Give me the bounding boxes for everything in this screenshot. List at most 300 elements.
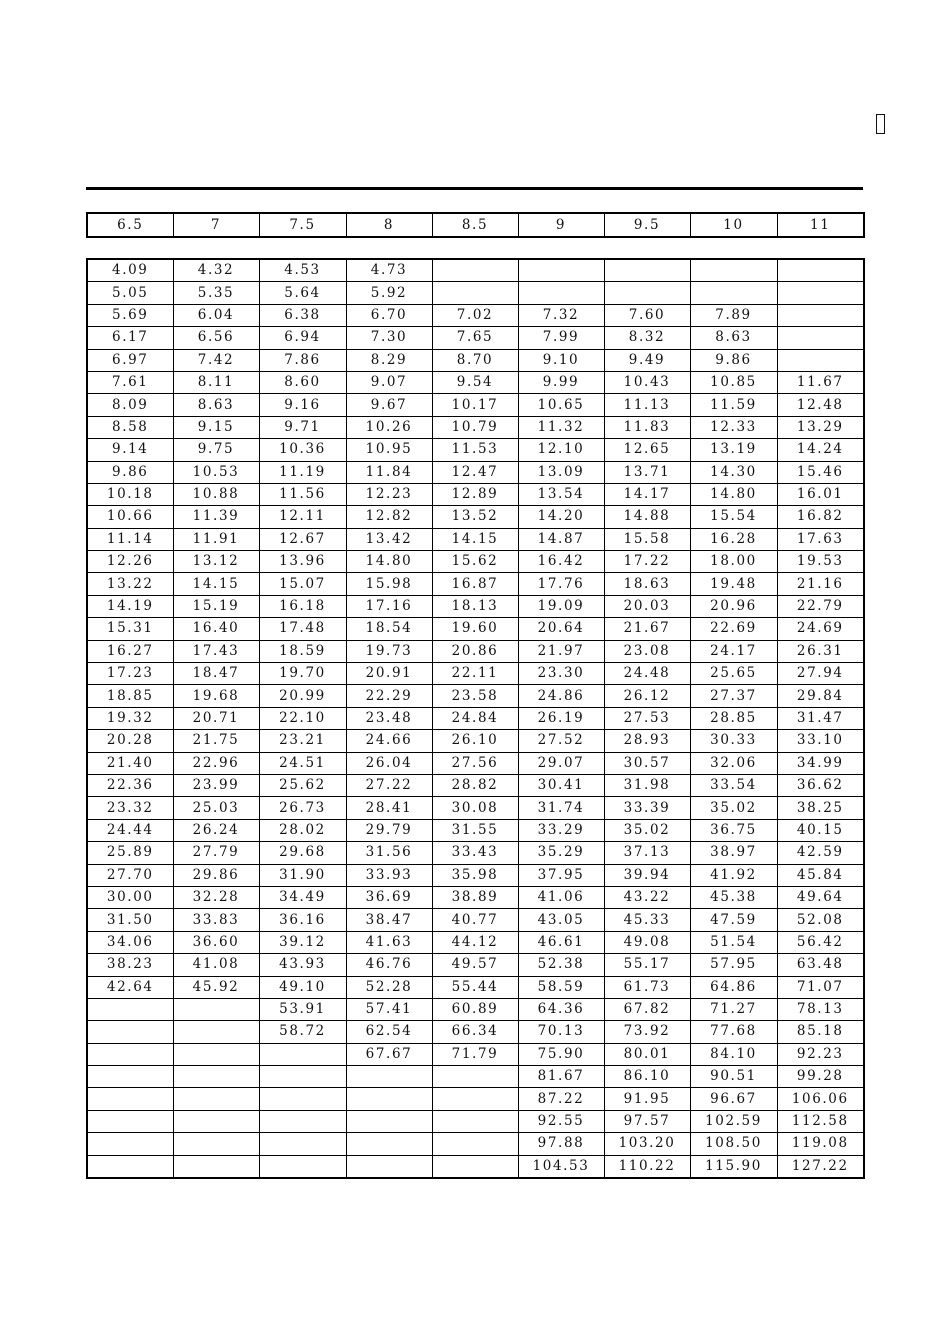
table-cell: 62.54: [346, 1021, 432, 1043]
table-cell: 44.12: [432, 931, 518, 953]
table-cell: 10.85: [690, 371, 777, 393]
table-cell: 6.17: [87, 327, 173, 349]
table-cell: 8.32: [604, 327, 690, 349]
table-cell: 34.49: [259, 886, 346, 908]
table-cell: 27.53: [604, 707, 690, 729]
table-cell: 30.00: [87, 886, 173, 908]
table-cell: 13.09: [518, 461, 604, 483]
table-cell: 20.99: [259, 685, 346, 707]
table-row: [87, 864, 864, 886]
table-cell: 85.18: [777, 1021, 864, 1043]
table-cell: 11.83: [604, 416, 690, 438]
table-cell: 36.60: [173, 931, 259, 953]
table-cell: [87, 1021, 173, 1043]
table-cell: 37.95: [518, 864, 604, 886]
table-cell: 8.60: [259, 371, 346, 393]
table-cell: 27.52: [518, 730, 604, 752]
table-cell: 9.86: [690, 349, 777, 371]
table-row: [87, 640, 864, 662]
table-cell: 40.15: [777, 819, 864, 841]
table-cell: 18.47: [173, 663, 259, 685]
table-cell: [777, 304, 864, 326]
column-header: 6.5: [87, 213, 173, 237]
table-cell: 35.02: [604, 819, 690, 841]
table-cell: 55.17: [604, 954, 690, 976]
table-cell: 13.54: [518, 483, 604, 505]
table-cell: 20.64: [518, 618, 604, 640]
table-cell: 15.46: [777, 461, 864, 483]
table-cell: 36.75: [690, 819, 777, 841]
table-cell: 9.54: [432, 371, 518, 393]
table-cell: 9.49: [604, 349, 690, 371]
table-cell: 8.29: [346, 349, 432, 371]
table-cell: 63.48: [777, 954, 864, 976]
table-cell: 45.33: [604, 909, 690, 931]
table-cell: 9.07: [346, 371, 432, 393]
table-row: [87, 774, 864, 796]
table-cell: [87, 1066, 173, 1088]
table-cell: 87.22: [518, 1088, 604, 1110]
table-cell: 119.08: [777, 1133, 864, 1155]
table-cell: 13.42: [346, 528, 432, 550]
table-cell: 20.03: [604, 595, 690, 617]
table-cell: [432, 1110, 518, 1132]
table-row: [87, 304, 864, 326]
table-cell: 45.92: [173, 976, 259, 998]
table-cell: [173, 1133, 259, 1155]
table-row: [87, 439, 864, 461]
table-cell: 18.63: [604, 573, 690, 595]
table-cell: 19.60: [432, 618, 518, 640]
table-cell: 21.16: [777, 573, 864, 595]
table-cell: 27.22: [346, 774, 432, 796]
table-cell: 6.56: [173, 327, 259, 349]
table-cell: 14.17: [604, 483, 690, 505]
table-cell: 24.84: [432, 707, 518, 729]
table-cell: [87, 1043, 173, 1065]
table-cell: 102.59: [690, 1110, 777, 1132]
table-cell: 110.22: [604, 1155, 690, 1178]
table-cell: 33.93: [346, 864, 432, 886]
table-cell: 28.93: [604, 730, 690, 752]
table-cell: 104.53: [518, 1155, 604, 1178]
table-cell: 25.62: [259, 774, 346, 796]
table-cell: 58.59: [518, 976, 604, 998]
table-cell: 10.66: [87, 506, 173, 528]
table-row: [87, 1043, 864, 1065]
table-cell: 22.11: [432, 663, 518, 685]
table-cell: 86.10: [604, 1066, 690, 1088]
table-cell: 12.48: [777, 394, 864, 416]
table-cell: 24.48: [604, 663, 690, 685]
table-cell: 26.10: [432, 730, 518, 752]
table-cell: 31.98: [604, 774, 690, 796]
table-cell: 64.86: [690, 976, 777, 998]
table-cell: 37.13: [604, 842, 690, 864]
table-cell: 8.63: [690, 327, 777, 349]
table-cell: 55.44: [432, 976, 518, 998]
table-cell: [259, 1155, 346, 1178]
table-cell: 45.84: [777, 864, 864, 886]
column-header: 9: [518, 213, 604, 237]
table-cell: 12.26: [87, 551, 173, 573]
table-cell: [432, 282, 518, 304]
table-cell: [259, 1133, 346, 1155]
table-cell: 30.08: [432, 797, 518, 819]
table-cell: [173, 998, 259, 1020]
table-row: [87, 595, 864, 617]
table-row: [87, 618, 864, 640]
table-cell: 27.70: [87, 864, 173, 886]
table-cell: 28.02: [259, 819, 346, 841]
table-cell: 46.76: [346, 954, 432, 976]
table-cell: 35.98: [432, 864, 518, 886]
table-cell: 22.69: [690, 618, 777, 640]
table-cell: 6.38: [259, 304, 346, 326]
table-cell: 31.50: [87, 909, 173, 931]
table-cell: [346, 1066, 432, 1088]
table-cell: 19.68: [173, 685, 259, 707]
table-cell: 18.54: [346, 618, 432, 640]
table-cell: 26.19: [518, 707, 604, 729]
table-body: [87, 259, 864, 1178]
table-cell: 56.42: [777, 931, 864, 953]
table-cell: 16.18: [259, 595, 346, 617]
table-cell: [518, 282, 604, 304]
table-cell: 14.15: [432, 528, 518, 550]
table-row: [87, 797, 864, 819]
table-cell: 19.53: [777, 551, 864, 573]
table-cell: 31.90: [259, 864, 346, 886]
table-cell: [87, 1155, 173, 1178]
table-cell: 71.79: [432, 1043, 518, 1065]
table-cell: 70.13: [518, 1021, 604, 1043]
table-cell: 11.56: [259, 483, 346, 505]
table-cell: 30.57: [604, 752, 690, 774]
table-cell: [173, 1088, 259, 1110]
table-cell: 31.47: [777, 707, 864, 729]
table-cell: 7.30: [346, 327, 432, 349]
table-row: [87, 819, 864, 841]
table-cell: 10.88: [173, 483, 259, 505]
table-cell: 16.82: [777, 506, 864, 528]
table-cell: 4.53: [259, 259, 346, 282]
table-cell: 20.71: [173, 707, 259, 729]
table-cell: 42.59: [777, 842, 864, 864]
table-cell: 27.37: [690, 685, 777, 707]
table-cell: 8.63: [173, 394, 259, 416]
table-cell: 23.32: [87, 797, 173, 819]
table-cell: 19.09: [518, 595, 604, 617]
table-cell: [173, 1043, 259, 1065]
table-cell: 20.91: [346, 663, 432, 685]
table-cell: 10.18: [87, 483, 173, 505]
table-cell: 29.68: [259, 842, 346, 864]
table-cell: 6.04: [173, 304, 259, 326]
top-rule: [86, 187, 863, 190]
table-cell: 30.33: [690, 730, 777, 752]
table-cell: 90.51: [690, 1066, 777, 1088]
table-cell: 49.64: [777, 886, 864, 908]
table-cell: 14.20: [518, 506, 604, 528]
table-cell: [173, 1110, 259, 1132]
table-cell: 34.99: [777, 752, 864, 774]
table-cell: 25.65: [690, 663, 777, 685]
table-cell: 40.77: [432, 909, 518, 931]
table-cell: 13.12: [173, 551, 259, 573]
table-cell: 57.95: [690, 954, 777, 976]
table-cell: 21.67: [604, 618, 690, 640]
table-row: [87, 371, 864, 393]
table-cell: 53.91: [259, 998, 346, 1020]
table-cell: 21.75: [173, 730, 259, 752]
table-cell: 49.08: [604, 931, 690, 953]
table-cell: [777, 349, 864, 371]
table-cell: 12.23: [346, 483, 432, 505]
table-cell: 27.56: [432, 752, 518, 774]
table-cell: 9.14: [87, 439, 173, 461]
table-row: [87, 259, 864, 282]
table-cell: 26.73: [259, 797, 346, 819]
table-cell: 96.67: [690, 1088, 777, 1110]
table-cell: 8.11: [173, 371, 259, 393]
table-cell: 33.83: [173, 909, 259, 931]
table-cell: 33.43: [432, 842, 518, 864]
table-cell: 23.21: [259, 730, 346, 752]
table-cell: 7.02: [432, 304, 518, 326]
table-cell: 71.07: [777, 976, 864, 998]
table-cell: 41.92: [690, 864, 777, 886]
table-cell: 24.66: [346, 730, 432, 752]
table-cell: 61.73: [604, 976, 690, 998]
table-cell: 17.23: [87, 663, 173, 685]
table-row: [87, 1088, 864, 1110]
table-cell: 103.20: [604, 1133, 690, 1155]
table-cell: [432, 1133, 518, 1155]
table-cell: 29.07: [518, 752, 604, 774]
table-cell: 23.08: [604, 640, 690, 662]
table-row: [87, 886, 864, 908]
table-cell: 32.28: [173, 886, 259, 908]
table-cell: 32.06: [690, 752, 777, 774]
table-cell: 81.67: [518, 1066, 604, 1088]
table-cell: 22.10: [259, 707, 346, 729]
table-cell: 17.48: [259, 618, 346, 640]
table-row: [87, 685, 864, 707]
table-cell: 19.32: [87, 707, 173, 729]
table-cell: 92.55: [518, 1110, 604, 1132]
table-cell: 20.96: [690, 595, 777, 617]
table-cell: 18.59: [259, 640, 346, 662]
table-cell: 11.13: [604, 394, 690, 416]
table-cell: [604, 282, 690, 304]
table-cell: 71.27: [690, 998, 777, 1020]
table-cell: [173, 1021, 259, 1043]
table-cell: 31.56: [346, 842, 432, 864]
table-cell: 7.86: [259, 349, 346, 371]
table-cell: 24.69: [777, 618, 864, 640]
table-cell: 91.95: [604, 1088, 690, 1110]
table-cell: 8.70: [432, 349, 518, 371]
table-cell: [432, 259, 518, 282]
table-cell: 33.54: [690, 774, 777, 796]
table-row: [87, 394, 864, 416]
table-cell: 67.67: [346, 1043, 432, 1065]
table-cell: 10.43: [604, 371, 690, 393]
table-cell: 30.41: [518, 774, 604, 796]
table-row: [87, 707, 864, 729]
table-cell: 38.25: [777, 797, 864, 819]
table-cell: 24.17: [690, 640, 777, 662]
table-cell: 84.10: [690, 1043, 777, 1065]
table-cell: 11.59: [690, 394, 777, 416]
table-cell: 14.80: [346, 551, 432, 573]
table-cell: 11.53: [432, 439, 518, 461]
table-row: [87, 1021, 864, 1043]
table-cell: 9.16: [259, 394, 346, 416]
table-cell: 17.63: [777, 528, 864, 550]
table-cell: 80.01: [604, 1043, 690, 1065]
table-cell: 22.29: [346, 685, 432, 707]
table-cell: 35.02: [690, 797, 777, 819]
table-cell: 60.89: [432, 998, 518, 1020]
table-cell: 7.99: [518, 327, 604, 349]
table-cell: 10.79: [432, 416, 518, 438]
table-cell: [346, 1088, 432, 1110]
table-cell: 17.16: [346, 595, 432, 617]
table-cell: 27.94: [777, 663, 864, 685]
table-cell: 18.13: [432, 595, 518, 617]
table-cell: 29.79: [346, 819, 432, 841]
column-header: 7.5: [259, 213, 346, 237]
table-cell: 12.89: [432, 483, 518, 505]
table-cell: 26.12: [604, 685, 690, 707]
table-row: [87, 663, 864, 685]
table-cell: [87, 998, 173, 1020]
table-cell: [777, 259, 864, 282]
table-row: [87, 998, 864, 1020]
table-cell: [346, 1133, 432, 1155]
table-cell: 38.47: [346, 909, 432, 931]
table-cell: 12.67: [259, 528, 346, 550]
table-cell: 58.72: [259, 1021, 346, 1043]
table-cell: 43.05: [518, 909, 604, 931]
table-cell: 23.48: [346, 707, 432, 729]
table-cell: 23.30: [518, 663, 604, 685]
table-cell: 34.06: [87, 931, 173, 953]
table-cell: 14.15: [173, 573, 259, 595]
table-cell: 14.24: [777, 439, 864, 461]
table-cell: [518, 259, 604, 282]
table-cell: 15.07: [259, 573, 346, 595]
table-cell: [259, 1043, 346, 1065]
table-cell: 7.89: [690, 304, 777, 326]
table-cell: 15.98: [346, 573, 432, 595]
table-cell: 52.38: [518, 954, 604, 976]
table-row: [87, 842, 864, 864]
table-cell: 108.50: [690, 1133, 777, 1155]
table-cell: 10.26: [346, 416, 432, 438]
table-cell: [777, 327, 864, 349]
table-cell: 45.38: [690, 886, 777, 908]
table-cell: 11.14: [87, 528, 173, 550]
table-cell: 10.53: [173, 461, 259, 483]
column-header: 10: [690, 213, 777, 237]
table-cell: 9.10: [518, 349, 604, 371]
table-row: [87, 909, 864, 931]
table-cell: 28.82: [432, 774, 518, 796]
table-cell: 12.33: [690, 416, 777, 438]
table-cell: 47.59: [690, 909, 777, 931]
table-row: [87, 1133, 864, 1155]
table-cell: 25.89: [87, 842, 173, 864]
table-cell: 17.22: [604, 551, 690, 573]
table-cell: [259, 1066, 346, 1088]
table-cell: 52.08: [777, 909, 864, 931]
table-row: [87, 416, 864, 438]
table-cell: 106.06: [777, 1088, 864, 1110]
table-row: [87, 931, 864, 953]
table-cell: 35.29: [518, 842, 604, 864]
table-cell: 38.89: [432, 886, 518, 908]
table-cell: 28.41: [346, 797, 432, 819]
table-cell: [87, 1088, 173, 1110]
table-cell: 7.65: [432, 327, 518, 349]
column-header: 11: [777, 213, 864, 237]
table-cell: 23.99: [173, 774, 259, 796]
table-cell: 33.10: [777, 730, 864, 752]
data-table: [86, 258, 865, 1179]
table-row: [87, 483, 864, 505]
table-cell: 77.68: [690, 1021, 777, 1043]
table-cell: 112.58: [777, 1110, 864, 1132]
table-cell: 10.65: [518, 394, 604, 416]
table-cell: 5.05: [87, 282, 173, 304]
table-cell: 19.70: [259, 663, 346, 685]
table-cell: 24.86: [518, 685, 604, 707]
table-cell: 6.97: [87, 349, 173, 371]
table-cell: 11.67: [777, 371, 864, 393]
table-cell: 22.79: [777, 595, 864, 617]
table-cell: 49.57: [432, 954, 518, 976]
table-cell: 15.62: [432, 551, 518, 573]
table-cell: 7.32: [518, 304, 604, 326]
table-cell: [777, 282, 864, 304]
table-cell: 15.54: [690, 506, 777, 528]
table-cell: 51.54: [690, 931, 777, 953]
table-cell: 57.41: [346, 998, 432, 1020]
table-cell: 41.63: [346, 931, 432, 953]
table-cell: 9.86: [87, 461, 173, 483]
table-row: [87, 1066, 864, 1088]
table-cell: 33.39: [604, 797, 690, 819]
table-cell: 31.74: [518, 797, 604, 819]
table-cell: 67.82: [604, 998, 690, 1020]
table-cell: 15.19: [173, 595, 259, 617]
table-cell: 43.22: [604, 886, 690, 908]
table-cell: [173, 1155, 259, 1178]
table-row: [87, 506, 864, 528]
table-cell: 24.51: [259, 752, 346, 774]
column-header: 8.5: [432, 213, 518, 237]
table-cell: 25.03: [173, 797, 259, 819]
table-cell: 18.00: [690, 551, 777, 573]
table-cell: 115.90: [690, 1155, 777, 1178]
table-cell: 16.40: [173, 618, 259, 640]
table-cell: 4.73: [346, 259, 432, 282]
table-cell: 5.92: [346, 282, 432, 304]
table-cell: 92.23: [777, 1043, 864, 1065]
